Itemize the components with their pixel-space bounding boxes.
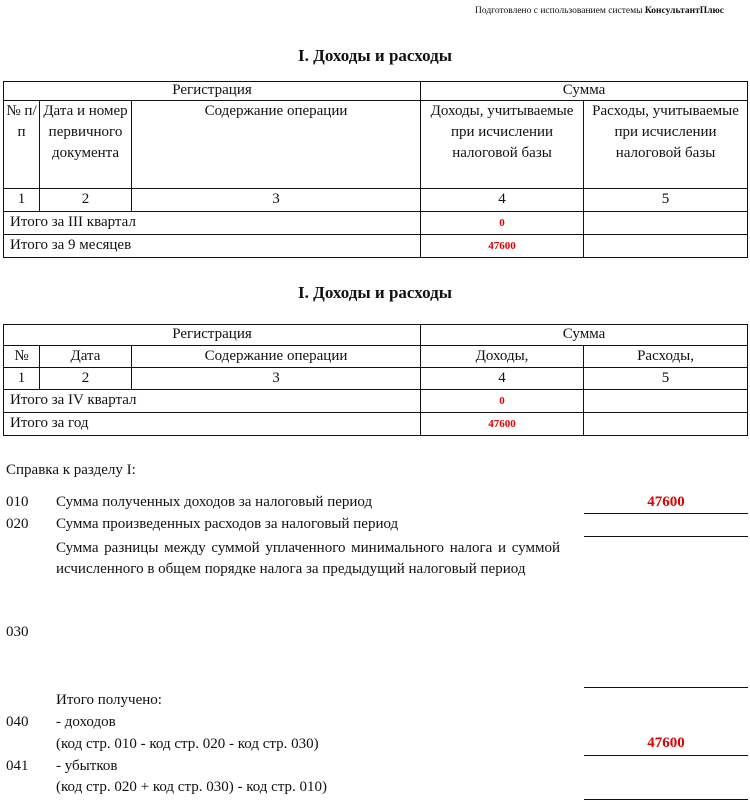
line-010-text: Сумма полученных доходов за налоговый период bbox=[56, 494, 373, 510]
total-year-label: Итого за год bbox=[4, 413, 421, 436]
total-9m-expense bbox=[584, 235, 748, 258]
header-note-brand: КонсультантПлюс bbox=[644, 6, 724, 16]
line-020-text: Сумма произведенных расходов за налоговый период bbox=[56, 516, 399, 532]
col-num-header: № п/п bbox=[4, 101, 40, 189]
col-number-1: 1 bbox=[4, 368, 40, 390]
total-year-income-value: 47600 bbox=[488, 418, 516, 430]
total-9m-label: Итого за 9 месяцев bbox=[4, 235, 421, 258]
line-020-underline bbox=[584, 536, 748, 537]
total-q3-expense bbox=[584, 212, 748, 235]
col-number-5: 5 bbox=[584, 189, 748, 212]
col-income-header: Доходы, учитываемые при исчислении налоговой базы bbox=[421, 101, 584, 189]
line-040-text: - доходов bbox=[56, 714, 116, 730]
section1-title: I. Доходы и расходы bbox=[298, 46, 452, 65]
line-030-code: 030 bbox=[6, 624, 29, 640]
header-registration: Регистрация bbox=[4, 82, 421, 101]
income-expense-table-q4 bbox=[3, 324, 748, 436]
col-number-2: 2 bbox=[40, 189, 132, 212]
line-041-formula: (код стр. 020 + код стр. 030) - код стр. 010) bbox=[56, 779, 328, 795]
section2-title: I. Доходы и расходы bbox=[298, 283, 452, 302]
reference-title: Справка к разделу I: bbox=[6, 462, 136, 478]
col-content-header: Содержание операции bbox=[132, 101, 421, 189]
total-q4-label: Итого за IV квартал bbox=[4, 390, 421, 413]
col-number-3: 3 bbox=[132, 189, 421, 212]
total-q3-income bbox=[421, 212, 584, 235]
difference-description: Сумма разницы между суммой уплаченного минимального налога и суммой исчисленного в общем порядке налога за предыдущий налоговый период bbox=[56, 540, 560, 577]
col-expense-header: Расходы, bbox=[584, 346, 748, 368]
income-expense-table-q3 bbox=[3, 81, 748, 258]
header-note-prefix: Подготовлено с использованием системы bbox=[475, 6, 643, 16]
total-q3-label: Итого за III квартал bbox=[4, 212, 421, 235]
header-sum: Сумма bbox=[421, 325, 748, 346]
col-income-header: Доходы, bbox=[421, 346, 584, 368]
line-040-value: 47600 bbox=[647, 735, 685, 751]
line-040-formula: (код стр. 010 - код стр. 020 - код стр. 030) bbox=[56, 736, 319, 752]
col-date-header: Дата bbox=[40, 346, 132, 368]
line-041-underline bbox=[584, 799, 748, 800]
col-content-header: Содержание операции bbox=[132, 346, 421, 368]
total-year-expense bbox=[584, 413, 748, 436]
col-date-header: Дата и номер первичного документа bbox=[40, 101, 132, 189]
col-number-5: 5 bbox=[584, 368, 748, 390]
col-num-header: № bbox=[4, 346, 40, 368]
line-010-underline bbox=[584, 513, 748, 514]
col-expense-header: Расходы, учитываемые при исчислении налоговой базы bbox=[584, 101, 748, 189]
total-received-label: Итого получено: bbox=[56, 692, 162, 708]
col-number-2: 2 bbox=[40, 368, 132, 390]
line-010-code: 010 bbox=[6, 494, 29, 510]
col-number-3: 3 bbox=[132, 368, 421, 390]
line-041-text: - убытков bbox=[56, 758, 118, 774]
total-9m-income bbox=[421, 235, 584, 258]
total-9m-income-value: 47600 bbox=[488, 240, 516, 252]
total-q4-income-value: 0 bbox=[499, 395, 505, 407]
line-010-value: 47600 bbox=[647, 494, 685, 510]
line-030-underline bbox=[584, 687, 748, 688]
header-note bbox=[475, 6, 724, 16]
total-q4-income bbox=[421, 390, 584, 413]
line-040-underline bbox=[584, 755, 748, 756]
line-041-code: 041 bbox=[6, 758, 29, 774]
col-number-1: 1 bbox=[4, 189, 40, 212]
col-number-4: 4 bbox=[421, 189, 584, 212]
col-number-4: 4 bbox=[421, 368, 584, 390]
line-020-code: 020 bbox=[6, 516, 29, 532]
header-registration: Регистрация bbox=[4, 325, 421, 346]
total-year-income bbox=[421, 413, 584, 436]
header-sum: Сумма bbox=[421, 82, 748, 101]
total-q4-expense bbox=[584, 390, 748, 413]
line-040-code: 040 bbox=[6, 714, 29, 730]
total-q3-income-value: 0 bbox=[499, 217, 505, 229]
